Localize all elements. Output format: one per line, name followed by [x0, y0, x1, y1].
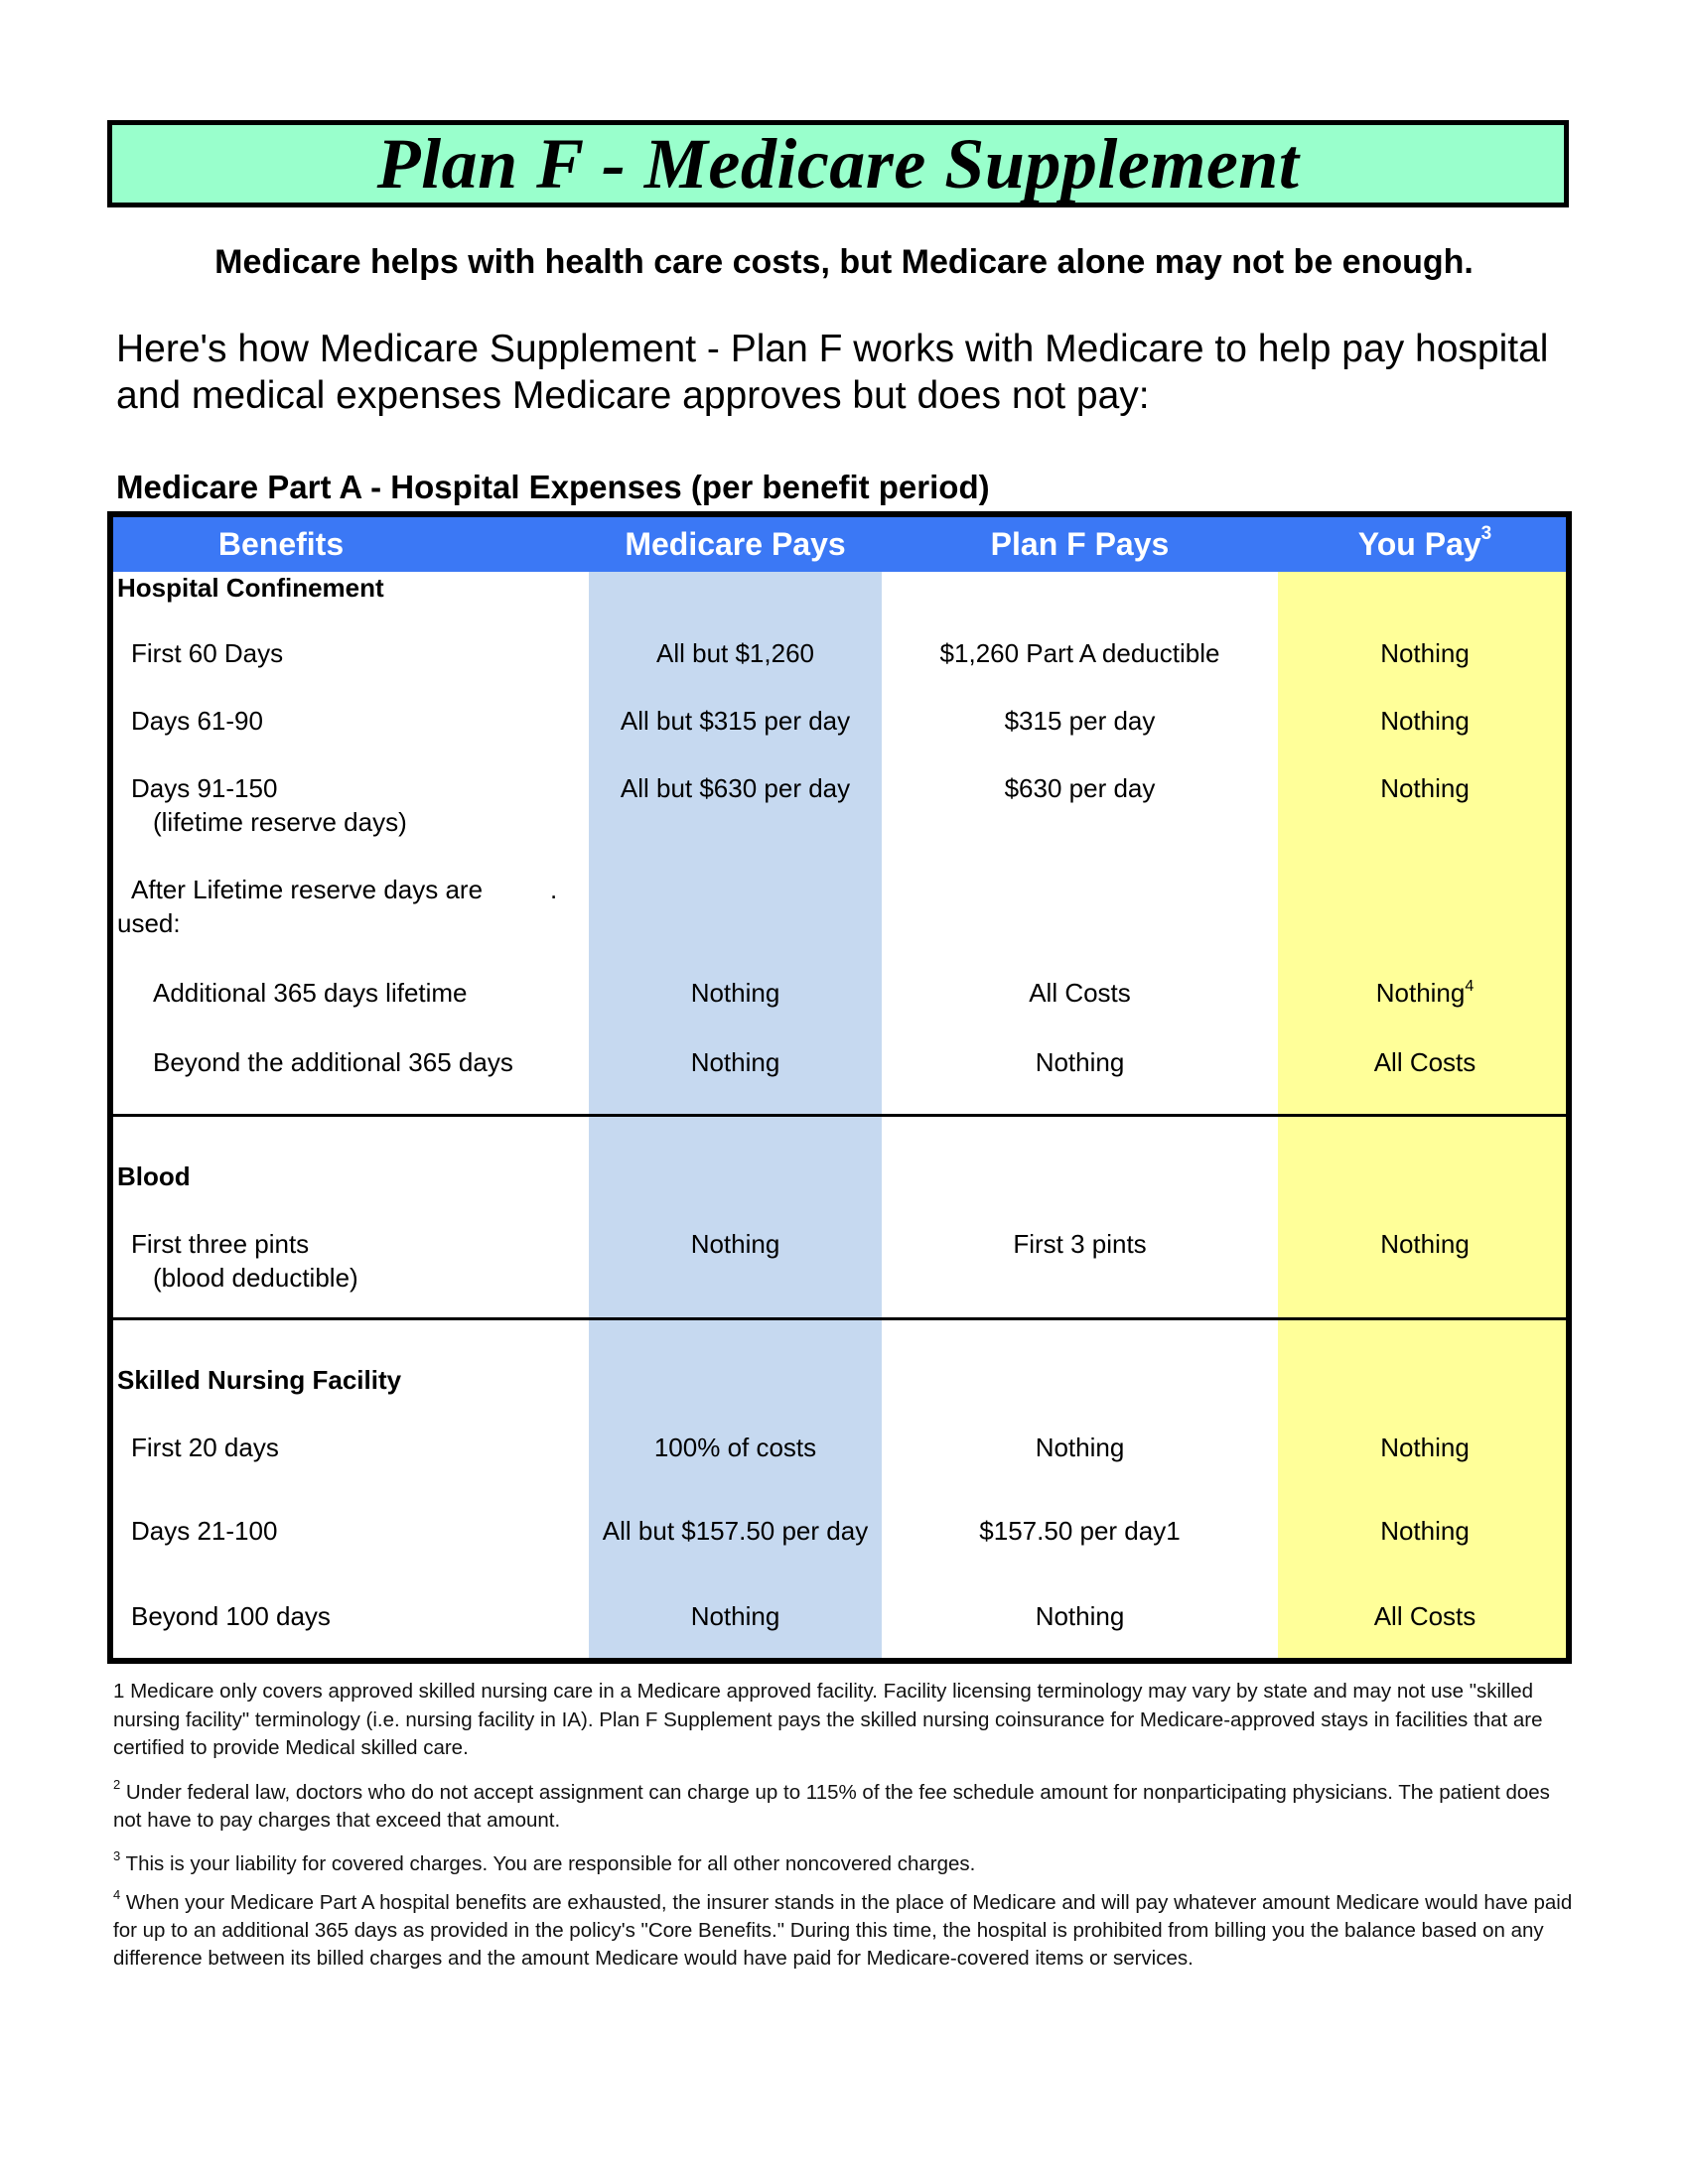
- footnote-text: Under federal law, doctors who do not accept assignment can charge up to 115% of the fee schedule amount for nonparticipating physicians. The patient does not have to pay charges that exceed that amount.: [113, 1780, 1550, 1832]
- row-plan-f-pays: Nothing: [1035, 1433, 1125, 1462]
- row-you-pay: All Costs: [1373, 1601, 1477, 1631]
- footnote-mark: 4: [113, 1886, 121, 1902]
- group-label-blood: Blood: [117, 1161, 191, 1191]
- section-heading: Medicare Part A - Hospital Expenses (per benefit period): [116, 469, 990, 505]
- row-you-pay-value: Nothing: [1375, 978, 1466, 1008]
- row-you-pay: [1278, 976, 1572, 1015]
- row-you-pay: Nothing: [1380, 1229, 1470, 1259]
- row-plan-f-pays: $315 per day: [1004, 706, 1156, 736]
- tagline: Medicare helps with health care costs, but Medicare alone may not be enough.: [214, 243, 1474, 281]
- row-medicare-pays: Nothing: [690, 978, 780, 1008]
- row-benefit: First three pints: [131, 1229, 310, 1259]
- row-plan-f-pays: Nothing: [1035, 1601, 1125, 1631]
- footnote-3: [113, 1844, 1578, 1878]
- intro-paragraph: Here's how Medicare Supplement - Plan F works with Medicare to help pay hospital and medical expenses Medicare approves but does not pay:: [116, 328, 1549, 417]
- row-you-pay: All Costs: [1373, 1047, 1477, 1077]
- row-plan-f-pays: Nothing: [1035, 1047, 1125, 1077]
- row-medicare-pays: All but $630 per day: [620, 773, 851, 803]
- page-title: Plan F - Medicare Supplement: [376, 123, 1300, 204]
- header-you-pay-footnote-mark: 3: [1480, 523, 1492, 545]
- row-plan-f-pays: $630 per day: [1004, 773, 1156, 803]
- row-benefit: Additional 365 days lifetime: [153, 978, 468, 1008]
- row-benefit: First 20 days: [131, 1433, 279, 1462]
- row-medicare-pays: Nothing: [690, 1601, 780, 1631]
- row-you-pay: Nothing: [1380, 706, 1470, 736]
- benefits-table: [107, 511, 1572, 1664]
- group-label-snf: Skilled Nursing Facility: [117, 1365, 402, 1395]
- row-benefit: Days 61-90: [131, 706, 263, 736]
- header-you-pay: [1278, 517, 1572, 572]
- row-you-pay: Nothing: [1380, 773, 1470, 803]
- footnote-text: 1 Medicare only covers approved skilled nursing care in a Medicare approved facility. Facility licensing terminology may vary by state and may not use "skilled nursing facility" terminology (i.e. nursing facility in IA). Plan F Supplement pays the skilled nursing coinsurance for Medicare-approved stays in facilities that are certified to provide Medical skilled care.: [113, 1680, 1543, 1759]
- footnote-2: [113, 1773, 1578, 1836]
- row-medicare-pays: All but $315 per day: [620, 706, 851, 736]
- row-medicare-pays: Nothing: [690, 1229, 780, 1259]
- header-you-pay-label: You Pay: [1357, 526, 1481, 562]
- footnote-mark: 3: [113, 1848, 121, 1864]
- title-banner: [107, 120, 1569, 207]
- row-plan-f-pays: First 3 pints: [1013, 1229, 1147, 1259]
- row-medicare-pays: Nothing: [690, 1047, 780, 1077]
- row-plan-f-pays: $1,260 Part A deductible: [939, 638, 1220, 668]
- row-benefit-subtext: (blood deductible): [153, 1263, 358, 1293]
- footnote-4: [113, 1883, 1578, 1974]
- footnote-mark: 2: [113, 1776, 121, 1792]
- header-medicare-pays: Medicare Pays: [625, 526, 846, 562]
- footnote-text: This is your liability for covered charges. You are responsible for all other noncovered charges.: [120, 1852, 976, 1876]
- row-benefit: After Lifetime reserve days are: [131, 875, 484, 904]
- row-medicare-pays: 100% of costs: [653, 1433, 817, 1462]
- row-benefit: Beyond the additional 365 days: [153, 1047, 513, 1077]
- footnotes: [113, 1678, 1578, 1983]
- section-divider: [113, 1114, 1566, 1117]
- row-benefit: First 60 Days: [131, 638, 284, 668]
- footnote-mark: 4: [1465, 978, 1475, 995]
- row-you-pay: Nothing: [1380, 638, 1470, 668]
- row-benefit-subtext: used:: [117, 908, 181, 938]
- group-label-hospital: Hospital Confinement: [117, 573, 384, 603]
- row-medicare-pays: All but $157.50 per day: [602, 1516, 869, 1546]
- row-you-pay: Nothing: [1380, 1516, 1470, 1546]
- row-plan-f-pays: All Costs: [1029, 978, 1131, 1008]
- stray-dot: .: [550, 875, 558, 904]
- header-plan-f-pays: Plan F Pays: [990, 526, 1170, 562]
- header-benefits: Benefits: [217, 526, 345, 562]
- row-medicare-pays: All but $1,260: [655, 638, 814, 668]
- row-benefit-subtext: (lifetime reserve days): [153, 807, 407, 837]
- row-benefit: Days 91-150: [131, 773, 278, 803]
- footnote-1: [113, 1678, 1578, 1763]
- section-divider: [113, 1317, 1566, 1320]
- row-you-pay: Nothing: [1380, 1433, 1470, 1462]
- row-plan-f-pays: $157.50 per day1: [979, 1516, 1181, 1546]
- footnote-text: When your Medicare Part A hospital benefits are exhausted, the insurer stands in the place of Medicare and will pay whatever amount Medicare would have paid for up to an additional 365 days as provided in the policy's "Core Benefits." During this time, the hospital is prohibited from billing you the balance based on any difference between its billed charges and the amount Medicare would have paid for Medicare-covered items or services.: [113, 1890, 1573, 1971]
- row-benefit: Beyond 100 days: [131, 1601, 331, 1631]
- row-benefit: Days 21-100: [131, 1516, 278, 1546]
- table-header: [113, 517, 1566, 572]
